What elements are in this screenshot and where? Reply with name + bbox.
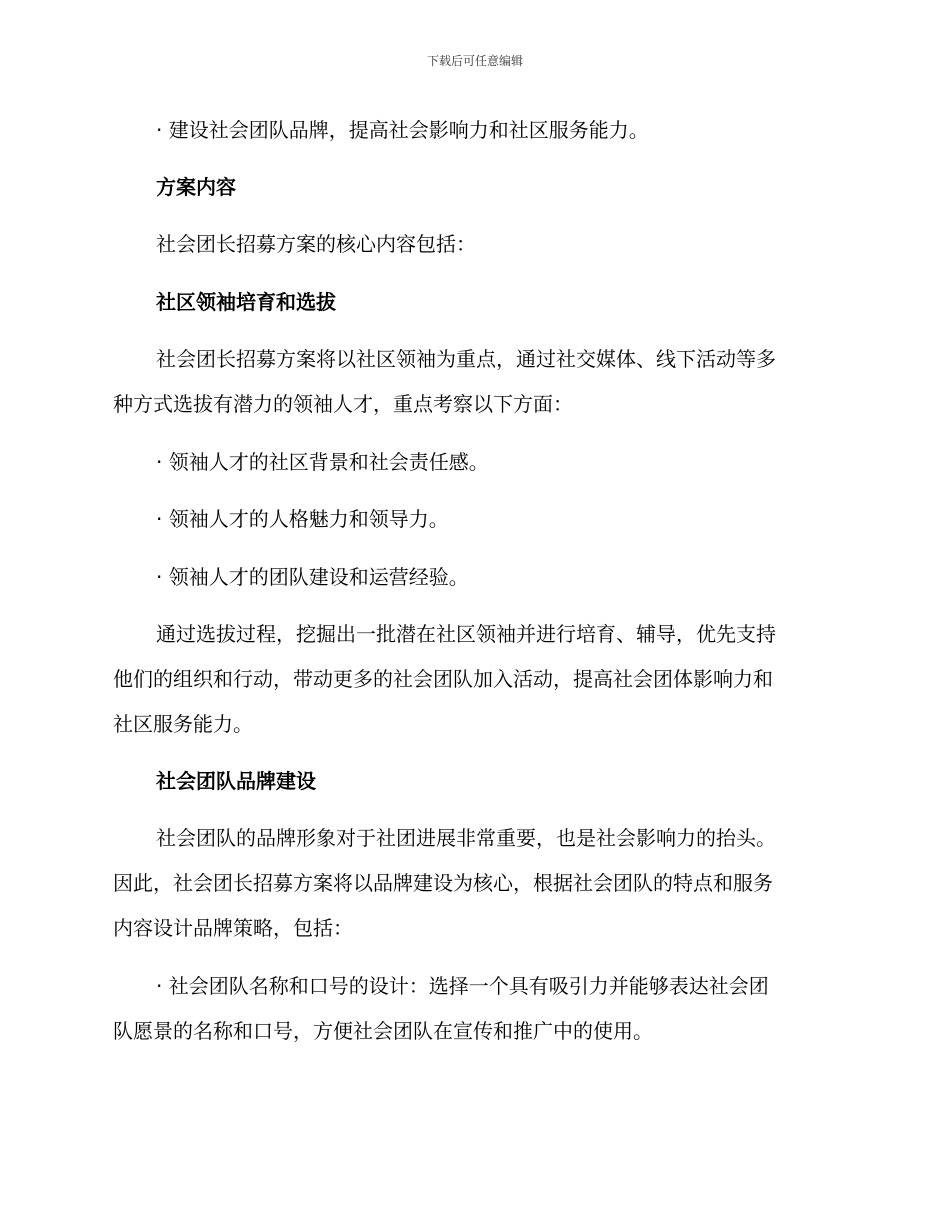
paragraph-brand (113, 822, 833, 944)
paragraph-leader (113, 343, 833, 420)
paragraph-line: 因此，社会团长招募方案将以品牌建设为核心，根据社会团队的特点和服务 (113, 871, 773, 895)
paragraph-line: 通过选拔过程，挖掘出一批潜在社区领袖并进行培育、辅导，优先支持 (156, 622, 776, 646)
paragraph-line: 社会团长招募方案将以社区领袖为重点，通过社交媒体、线下活动等多 (156, 347, 776, 371)
heading-brand-building: 社会团队品牌建设 (156, 769, 316, 793)
bullet-team-name (113, 970, 833, 1047)
paragraph-line: · 社会团队名称和口号的设计：选择一个具有吸引力并能够表达社会团 (156, 974, 769, 998)
paragraph-line: 社会团队的品牌形象对于社团进展非常重要，也是社会影响力的抬头。 (156, 826, 776, 850)
leader-bullet-2: · 领袖人才的人格魅力和领导力。 (156, 507, 449, 531)
leader-bullet-1: · 领袖人才的社区背景和社会责任感。 (156, 450, 489, 474)
paragraph-selection (113, 618, 833, 740)
heading-plan-content: 方案内容 (156, 175, 236, 199)
bullet-brand: · 建设社会团队品牌，提高社会影响力和社区服务能力。 (156, 118, 649, 142)
intro-paragraph: 社会团长招募方案的核心内容包括： (156, 232, 476, 256)
leader-bullet-3: · 领袖人才的团队建设和运营经验。 (156, 565, 469, 589)
paragraph-line: 内容设计品牌策略，包括： (113, 916, 353, 940)
paragraph-line: 队愿景的名称和口号，方便社会团队在宣传和推广中的使用。 (113, 1019, 653, 1043)
paragraph-line: 种方式选拔有潜力的领袖人才，重点考察以下方面： (113, 392, 573, 416)
paragraph-line: 他们的组织和行动，带动更多的社会团队加入活动，提高社会团体影响力和 (113, 667, 773, 691)
page-header-note: 下载后可任意编辑 (426, 54, 523, 68)
paragraph-line: 社区服务能力。 (113, 712, 253, 736)
heading-leader-selection: 社区领袖培育和选拔 (156, 290, 336, 314)
